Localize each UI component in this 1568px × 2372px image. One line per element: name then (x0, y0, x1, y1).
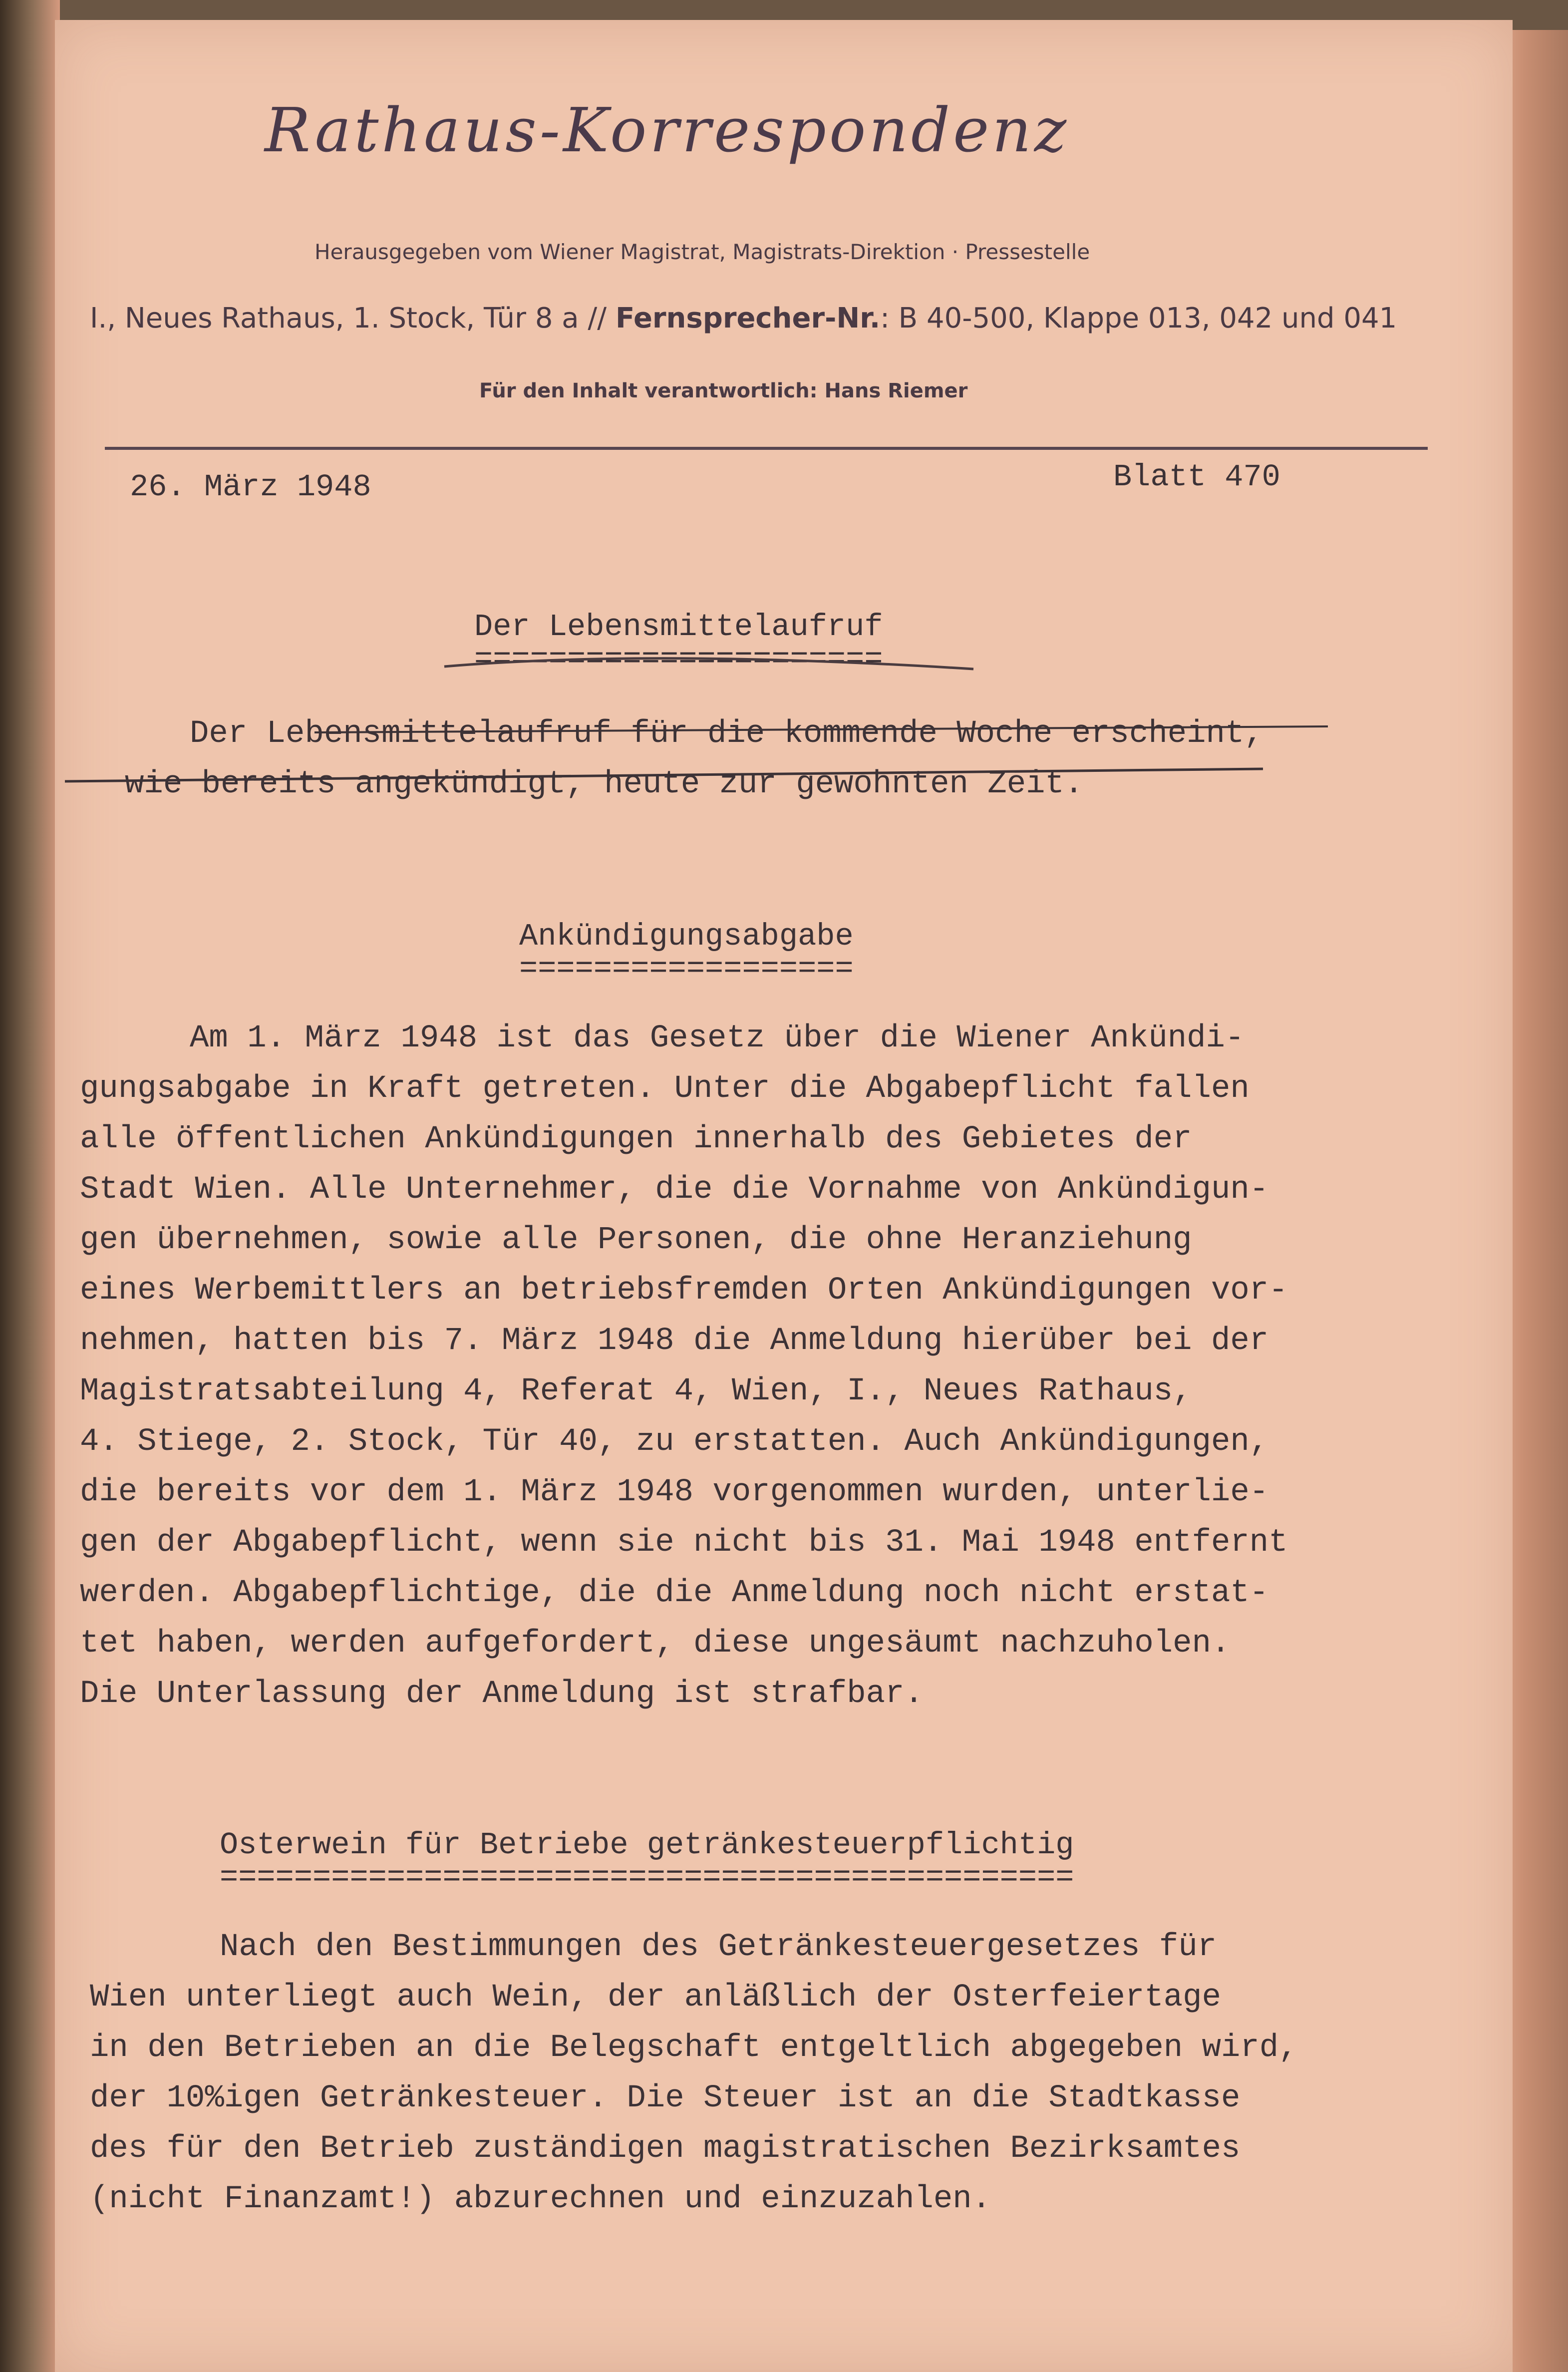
section-line: in den Betrieben an die Belegschaft entgeltlich abgegeben wird, (90, 2030, 1298, 2066)
section-line: die bereits vor dem 1. März 1948 vorgenommen wurden, unterlie- (80, 1474, 1269, 1510)
section-line: des für den Betrieb zuständigen magistratischen Bezirksamtes (90, 2131, 1241, 2167)
section-line: alle öffentlichen Ankündigungen innerhalb des Gebietes der (80, 1121, 1192, 1157)
responsible-name: : Hans Riemer (809, 379, 968, 402)
section-line: tet haben, werden aufgefordert, diese ungesäumt nachzuholen. (80, 1626, 1231, 1662)
section-line: gen übernehmen, sowie alle Personen, die ohne Heranziehung (80, 1222, 1192, 1258)
binding-edge (0, 0, 60, 2372)
section-underline: ====================== (474, 642, 883, 677)
section-line: Nach den Bestimmungen des Getränkesteuergesetzes für (220, 1929, 1217, 1965)
document-date: 26. März 1948 (130, 469, 371, 505)
publisher-line: Herausgegeben vom Wiener Magistrat, Magistrats-Direktion · Pressestelle (314, 240, 1090, 264)
section-line: Magistratsabteilung 4, Referat 4, Wien, I., Neues Rathaus, (80, 1373, 1192, 1409)
pen-stroke (314, 726, 1328, 732)
phone-label: Fernsprecher-Nr. (615, 302, 881, 335)
section-line: werden. Abgabepflichtige, die die Anmeldung noch nicht erstat- (80, 1575, 1269, 1611)
section-heading: Der Lebensmittelaufruf (474, 609, 883, 645)
section-line: nehmen, hatten bis 7. März 1948 die Anmeldung hierüber bei der (80, 1323, 1269, 1359)
section-heading: Ankündigungsabgabe (519, 919, 854, 954)
pen-stroke (65, 769, 1263, 781)
section-line: (nicht Finanzamt!) abzurechnen und einzuzahlen. (90, 2181, 991, 2217)
pen-annotations (55, 20, 1513, 2372)
phone-value: : B 40-500, Klappe 013, 042 und 041 (880, 302, 1397, 335)
section-line: Der Lebensmittelaufruf für die kommende Woche erscheint, (190, 716, 1263, 752)
pen-stroke (444, 659, 973, 669)
section-line: Wien unterliegt auch Wein, der anläßlich der Osterfeiertage (90, 1980, 1221, 2016)
section-line: gungsabgabe in Kraft getreten. Unter die Abgabepflicht fallen (80, 1071, 1250, 1107)
section-underline: ================== (519, 951, 854, 987)
address-text: I., Neues Rathaus, 1. Stock, Tür 8 a // (90, 302, 616, 335)
section-line: 4. Stiege, 2. Stock, Tür 40, zu erstatten. Auch Ankündigungen, (80, 1424, 1269, 1460)
section-heading: Osterwein für Betriebe getränkesteuerpflichtig (220, 1827, 1074, 1863)
section-line: gen der Abgabepflicht, wenn sie nicht bis 31. Mai 1948 entfernt (80, 1525, 1288, 1561)
responsible-label: Für den Inhalt verantwortlich (479, 379, 810, 402)
section-line: eines Werbemittlers an betriebsfremden Orten Ankündigungen vor- (80, 1273, 1288, 1309)
section-line: Am 1. März 1948 ist das Gesetz über die Wiener Ankündi- (190, 1020, 1245, 1056)
sheet-number: Blatt 470 (1113, 459, 1280, 495)
section-line: Die Unterlassung der Anmeldung ist strafbar. (80, 1676, 924, 1712)
section-line: Stadt Wien. Alle Unternehmer, die die Vornahme von Ankündigun- (80, 1172, 1269, 1208)
section-line: der 10%igen Getränkesteuer. Die Steuer ist an die Stadtkasse (90, 2080, 1241, 2116)
document-page (55, 20, 1513, 2372)
masthead-title: Rathaus-Korrespondenz (265, 95, 1070, 166)
section-underline: ============================================== (220, 1860, 1074, 1895)
section-line: wie bereits angekündigt, heute zur gewohnten Zeit. (125, 766, 1084, 802)
